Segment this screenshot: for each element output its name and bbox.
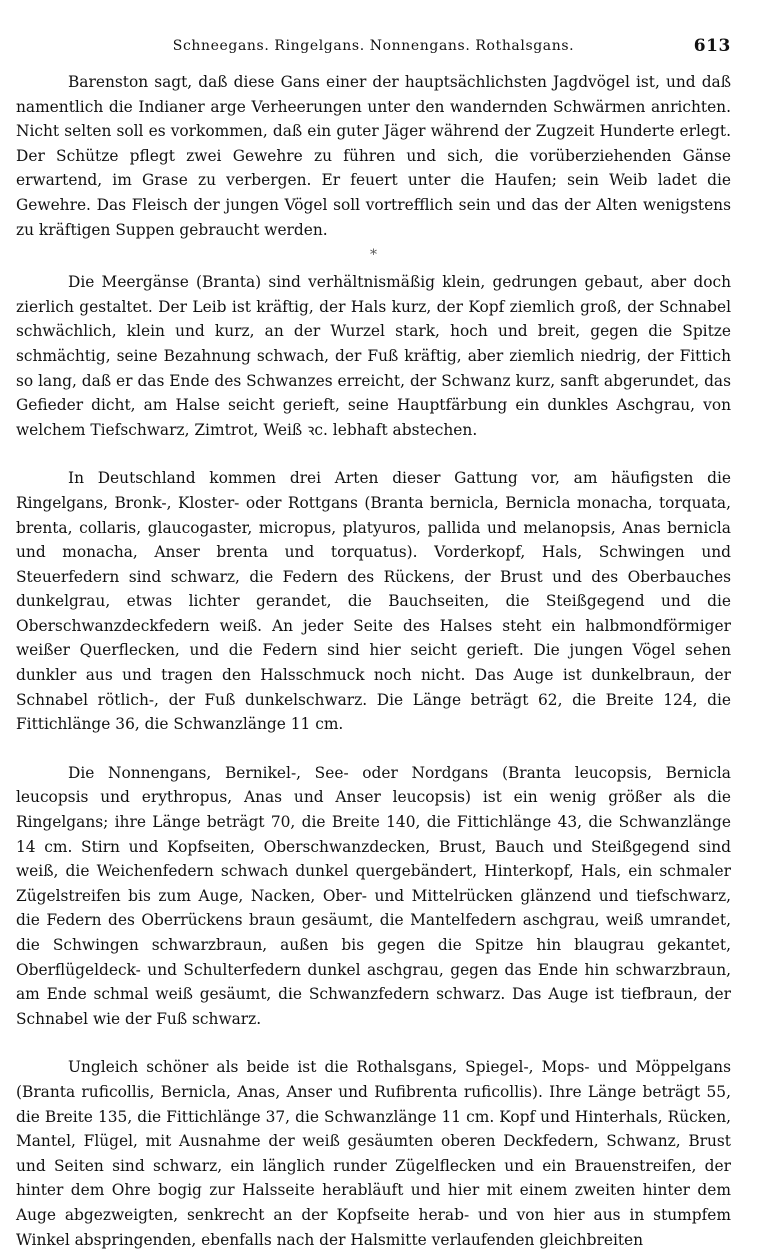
section-separator: * bbox=[370, 247, 377, 264]
running-head: Schneegans. Ringelgans. Nonnengans. Rothalsgans. bbox=[172, 38, 575, 54]
page-number: 613 bbox=[693, 36, 731, 56]
paragraph-ringelgans: In Deutschland kommen drei Arten dieser Gattung vor, am häufigsten die Ringelgans, Bronk-, Kloster- oder Rottgans (Branta bernicla, Bernicla monacha, torquata, brenta, collaris, glaucogaster, micropus, platyuros, pallida und melanopsis, Anas bernicla und monacha, Anser brenta und torquatus). Vorderkopf, Hals, Schwingen und Steuerfedern sind schwarz, die Federn des Rückens, der Brust und des Oberbauches dunkelgrau, etwas lichter gerandet, die Bauchseiten, die Steißgegend und die Oberschwanzdeckfedern weiß. An jeder Seite des Halses steht ein halbmondförmiger weißer Querflecken, und die Federn sind hier seicht gerieft. Die jungen Vögel sehen dunkler aus und tragen den Halsschmuck noch nicht. Das Auge ist dunkelbraun, der Schnabel rötlich-, der Fuß dunkelschwarz. Die Länge beträgt 62, die Breite 124, die Fittichlänge 36, die Schwanzlänge 11 cm. bbox=[16, 469, 731, 734]
paragraph-rothalsgans: Ungleich schöner als beide ist die Rothalsgans, Spiegel-, Mops- und Möppelgans (Branta ruficollis, Bernicla, Anas, Anser und Rufibrenta ruficollis). Ihre Länge beträgt 55, die Breite 135, die Fittichlänge 37, die Schwanzlänge 11 cm. Kopf und Hinterhals, Rücken, Mantel, Flügel, mit Ausnahme der weiß gesäumten oberen Deckfedern, Schwanz, Brust und Seiten sind schwarz, ein länglich runder Zügelflecken und ein Brauenstreifen, der hinter dem Ohre bogig zur Halsseite herabläuft und hier mit einem zweiten hinter dem Auge abgezweigten, senkrecht an der Kopfseite herab- und von hier aus in stumpfem Winkel abspringenden, ebenfalls nach der Halsmitte verlaufenden gleichbreiten bbox=[16, 1058, 731, 1249]
page-header bbox=[16, 34, 731, 68]
paragraph-hunting: Barenston sagt, daß diese Gans einer der hauptsächlichsten Jagdvögel ist, und daß namentlich die Indianer arge Verheerungen unter den wandernden Schwärmen anrichten. Nicht selten soll es vorkommen, daß ein guter Jäger während der Zugzeit Hunderte erlegt. Der Schütze pflegt zwei Gewehre zu führen und sich, die vorüberziehenden Gänse erwartend, im Grase zu verbergen. Er feuert unter die Haufen; sein Weib ladet die Gewehre. Das Fleisch der jungen Vögel soll vortrefflich sein und das der Alten wenigstens zu kräftigen Suppen gebraucht werden. bbox=[16, 73, 731, 239]
paragraph-meergaense: Die Meergänse (Branta) sind verhältnismäßig klein, gedrungen gebaut, aber doch zierlich gestaltet. Der Leib ist kräftig, der Hals kurz, der Kopf ziemlich groß, der Schnabel schwächlich, klein und kurz, an der Wurzel stark, hoch und breit, gegen die Spitze schmächtig, seine Bezahnung schwach, der Fuß kräftig, aber ziemlich niedrig, der Fittich so lang, daß er das Ende des Schwanzes erreicht, der Schwanz kurz, sanft abgerundet, das Gefieder dicht, am Halse seicht gerieft, seine Hauptfärbung ein dunkles Aschgrau, von welchem Tiefschwarz, Zimtrot, Weiß ꝛc. lebhaft abstechen. bbox=[16, 273, 731, 439]
paragraph-nonnengans: Die Nonnengans, Bernikel-, See- oder Nordgans (Branta leucopsis, Bernicla leucopsis und erythropus, Anas und Anser leucopsis) ist ein wenig größer als die Ringelgans; ihre Länge beträgt 70, die Breite 140, die Fittichlänge 43, die Schwanzlänge 14 cm. Stirn und Kopfseiten, Oberschwanzdecken, Brust, Bauch und Steißgegend sind weiß, die Weichenfedern schwach dunkel quergebändert, Hinterkopf, Hals, ein schmaler Zügelstreifen bis zum Auge, Nacken, Ober- und Mittelrücken glänzend und tiefschwarz, die Federn des Oberrückens braun gesäumt, die Mantelfedern aschgrau, weiß umrandet, die Schwingen schwarzbraun, außen bis gegen die Spitze hin blaugrau gekantet, Oberflügeldeck- und Schulterfedern dunkel aschgrau, gegen das Ende hin schwarzbraun, am Ende schmal weiß gesäumt, die Schwanzfedern schwarz. Das Auge ist tiefbraun, der Schnabel wie der Fuß schwarz. bbox=[16, 763, 731, 1028]
